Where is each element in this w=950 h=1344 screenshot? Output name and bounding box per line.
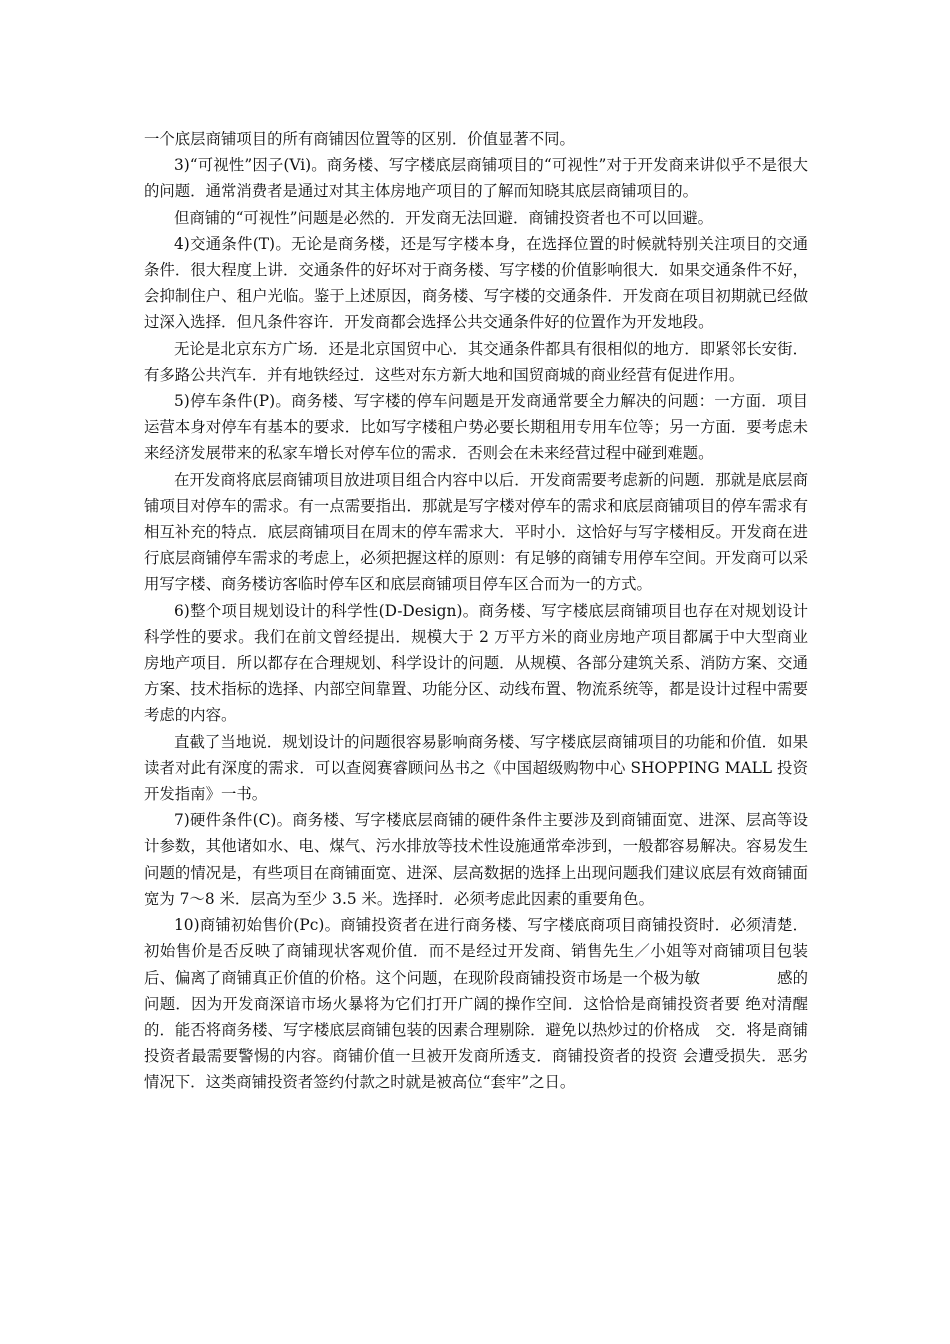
paragraph-planning-design: 6)整个项目规划设计的科学性(D-Design)。商务楼、写字楼底层商铺项目也存在对规划设计科学性的要求。我们在前文曾经提出．规模大于 2 万平方米的商业房地产项目都属于中大型商业房地产项目．所以都存在合理规划、科学设计的问题．从规模、各部分建筑关系、消防方案、交通方案、技术指标的选择、内部空间靠置、功能分区、动线布置、物流系统等，都是设计过程中需要考虑的内容。 xyxy=(144,601,808,725)
paragraph-initial-price: 10)商铺初始售价(Pc)。商铺投资者在进行商务楼、写字楼底商项目商铺投资时．必须清楚．初始售价是否反映了商铺现状客观价值．而不是经过开发商、销售先生／小姐等对商铺项目包装后、偏离了商铺真正价值的价格。这个问题，在现阶段商铺投资市场是一个极为敏 感的问题．因为开发商深谙市场火暴将为它们打开广阔的操作空间．这恰恰是商铺投资者要 绝对清醒的．能否将商务楼、写字楼底层商铺包装的因素合理剔除．避免以热炒过的价格成 交．将是商铺投资者最需要警惕的内容。商铺价值一旦被开发商所透支．商铺投资者的投资 会遭受损失．恶劣情况下．这类商铺投资者签约付款之时就是被高位“套牢”之日。 xyxy=(144,916,808,1092)
paragraph-visibility-note: 但商铺的“可视性”问题是必然的．开发商无法回避．商铺投资者也不可以回避。 xyxy=(174,208,714,227)
paragraph-parking-demand: 在开发商将底层商铺项目放进项目组合内容中以后．开发商需要考虑新的问题．那就是底层商铺项目对停车的需求。有一点需要指出．那就是写字楼对停车的需求和底层商铺项目的停车需求有相互补充的特点．底层商铺项目在周末的停车需求大．平时小．这恰好与写字楼相反。开发商在进行底层商铺停车需求的考虑上，必须把握这样的原则：有足够的商铺专用停车空间。开发商可以采用写字楼、商务楼访客临时停车区和底层商铺项目停车区合而为一的方式。 xyxy=(144,470,808,594)
paragraph-traffic-conditions: 4)交通条件(T)。无论是商务楼，还是写字楼本身，在选择位置的时候就特别关注项目的交通条件．很大程度上讲．交通条件的好坏对于商务楼、写字楼的价值影响很大．如果交通条件不好，会抑制住户、租户光临。鉴于上述原因，商务楼、写字楼的交通条件．开发商在项目初期就已经做过深入选择．但凡条件容许．开发商都会选择公共交通条件好的位置作为开发地段。 xyxy=(144,234,808,332)
paragraph-hardware-conditions: 7)硬件条件(C)。商务楼、写字楼底层商铺的硬件条件主要涉及到商铺面宽、进深、层高等设计参数，其他诸如水、电、煤气、污水排放等技术性设施通常牵涉到，一般都容易解决。容易发生问题的情况是，有些项目在商铺面宽、进深、层高数据的选择上出现问题我们建议底层有效商铺面宽为 7～8 米．层高为至少 3.5 米。选择时．必须考虑此因素的重要角色。 xyxy=(144,811,808,908)
paragraph-planning-reference: 直截了当地说．规划设计的问题很容易影响商务楼、写字楼底层商铺项目的功能和价值．如果读者对此有深度的需求．可以查阅赛睿顾问丛书之《中国超级购物中心 SHOPPING MALL 投资开发指南》一书。 xyxy=(144,732,808,804)
paragraph-continuation: 一个底层商铺项目的所有商铺因位置等的区别．价值显著不同。 xyxy=(144,130,575,148)
paragraph-parking-conditions: 5)停车条件(P)。商务楼、写字楼的停车问题是开发商通常要全力解决的问题：一方面．项目运营本身对停车有基本的要求．比如写字楼租户势必要长期租用专用车位等；另一方面．要考虑未来经济发展带来的私家车增长对停车位的需求．否则会在未来经营过程中碰到难题。 xyxy=(144,392,808,463)
paragraph-traffic-example: 无论是北京东方广场．还是北京国贸中心．其交通条件都具有很相似的地方．即紧邻长安街．有多路公共汽车．并有地铁经过．这些对东方新大地和国贸商城的商业经营有促进作用。 xyxy=(144,339,808,384)
document-body xyxy=(144,126,808,1096)
paragraph-visibility-factor: 3)“可视性”因子(Vi)。商务楼、写字楼底层商铺项目的“可视性”对于开发商来讲似乎不是很大的问题．通常消费者是通过对其主体房地产项目的了解而知晓其底层商铺项目的。 xyxy=(144,156,808,201)
